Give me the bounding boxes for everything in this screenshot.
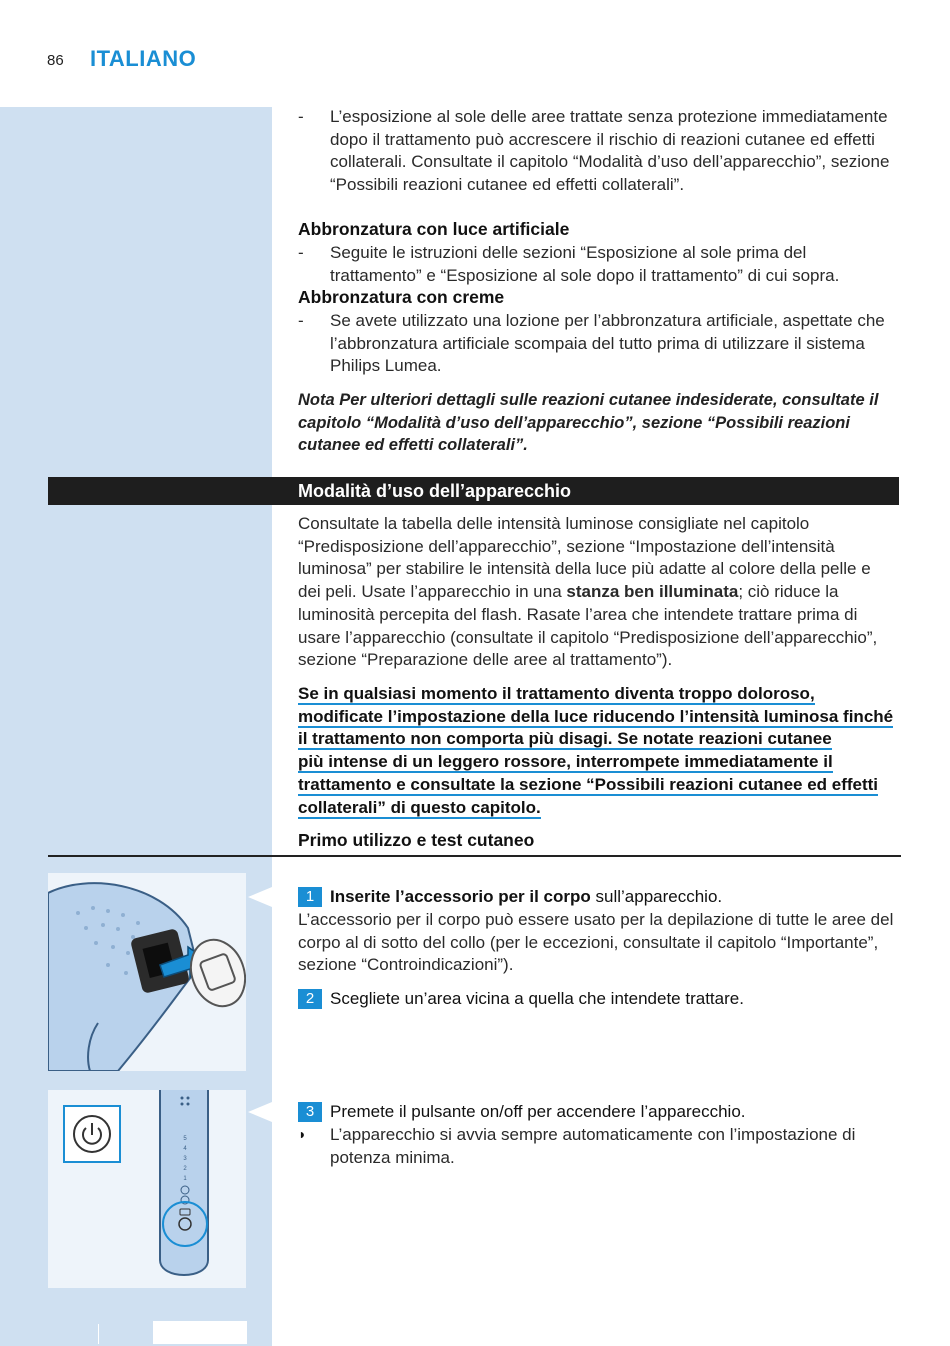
warning-line: il trattamento non comporta più disagi. Se notate reazioni cutanee xyxy=(298,729,832,749)
step-1-body: L’accessorio per il corpo può essere usato per la depilazione di tutte le aree del corpo al di sotto del collo (per le eccezioni, consultate il capitolo “Importante”, sezione “Controindicazioni”). xyxy=(298,910,894,975)
scale-label: 1 xyxy=(183,1176,187,1182)
language-heading: ITALIANO xyxy=(90,46,197,71)
scale-label: 4 xyxy=(183,1146,187,1152)
device-attachment-illustration xyxy=(48,873,246,1071)
warning-line: Se in qualsiasi momento il trattamento diventa troppo doloroso, xyxy=(298,684,815,703)
footer-line xyxy=(98,1324,99,1344)
page-number: 86 xyxy=(47,52,64,69)
section-title-bar xyxy=(48,477,899,505)
step-3-result: L’apparecchio si avvia sempre automaticamente con l’impostazione di potenza minima. xyxy=(330,1125,856,1167)
heading-creams: Abbronzatura con creme xyxy=(298,287,505,307)
step-number-badge: 3 xyxy=(298,1102,322,1122)
illustration-pointer xyxy=(248,887,272,907)
result-arrow-icon: ◗ xyxy=(298,1126,307,1142)
divider-rule xyxy=(48,855,901,857)
step-3 xyxy=(298,1101,908,1124)
bullet-dash: - xyxy=(298,243,304,262)
usage-text-end: ; ciò riduce la luminosità percepita del flash. Rasate l’area che intendete trattare prima di usare l’apparecchio (consultate il capitolo “Predisposizione dell’apparecchio”, sezione “Preparazione delle aree al trattamento”). xyxy=(298,582,878,670)
note-paragraph: Nota Per ulteriori dettagli sulle reazioni cutanee indesiderate, consultate il capitolo “Modalità d’uso dell’apparecchio”, sezione “Possibili reazioni cutanee ed effetti collaterali”. xyxy=(298,391,879,455)
power-button-drawing xyxy=(48,1090,246,1288)
artificial-bullet xyxy=(298,242,898,287)
warning-block xyxy=(298,683,908,819)
step-1-rest: sull’apparecchio. xyxy=(590,887,723,906)
step-2 xyxy=(298,988,908,1011)
subheading-first-use: Primo utilizzo e test cutaneo xyxy=(298,830,535,850)
bullet-dash: - xyxy=(298,311,304,330)
creams-bullet xyxy=(298,310,898,378)
bullet-dash: - xyxy=(298,107,304,126)
warning-line: modificate l’impostazione della luce riducendo l’intensità luminosa finché xyxy=(298,706,894,726)
scale-label: 3 xyxy=(183,1156,187,1162)
footer-box xyxy=(153,1321,247,1344)
creams-bullet-text: Se avete utilizzato una lozione per l’abbronzatura artificiale, aspettate che l’abbronzatura artificiale scompaia del tutto prima di utilizzare il sistema Philips Lumea. xyxy=(330,311,885,376)
intro-bullet xyxy=(298,106,898,197)
step-number-badge: 2 xyxy=(298,989,322,1009)
step-3-text: Premete il pulsante on/off per accendere l’apparecchio. xyxy=(330,1102,746,1121)
scale-label: 5 xyxy=(183,1136,187,1142)
artificial-bullet-text: Seguite le istruzioni delle sezioni “Esposizione al sole prima del trattamento” e “Esposizione al sole dopo il trattamento” di cui sopra. xyxy=(330,243,840,285)
step-number-badge: 1 xyxy=(298,887,322,907)
warning-line: trattamento e consultate la sezione “Possibili reazioni cutanee ed effetti xyxy=(298,774,879,794)
heading-artificial-tanning: Abbronzatura con luce artificiale xyxy=(298,219,570,239)
power-button-illustration xyxy=(48,1090,246,1288)
step-1 xyxy=(298,886,908,909)
section-title: Modalità d’uso dell’apparecchio xyxy=(298,481,572,501)
device-attachment-drawing xyxy=(48,873,246,1071)
scale-label: 2 xyxy=(183,1166,187,1172)
usage-paragraph xyxy=(298,513,898,672)
warning-line: collaterali” di questo capitolo. xyxy=(298,797,541,817)
usage-text-start: Consultate la tabella delle intensità luminose consigliate nel capitolo “Predisposizione dell’apparecchio”, sezione “Impostazione dell’intensità luminosa” per stabilire le intensità della luce più adatte al colore della pelle e dei peli. Usate l’apparecchio in una xyxy=(298,514,871,602)
step-2-text: Scegliete un’area vicina a quella che intendete trattare. xyxy=(330,989,744,1008)
step-1-bold: Inserite l’accessorio per il corpo xyxy=(330,887,591,906)
intro-bullet-text: L’esposizione al sole delle aree trattate senza protezione immediatamente dopo il trattamento può accrescere il rischio di reazioni cutanee ed effetti collaterali. Consultate il capitolo “Modalità d’uso dell’apparecchio”, sezione “Possibili reazioni cutanee ed effetti collaterali”. xyxy=(330,107,890,195)
warning-line: più intense di un leggero rossore, interrompete immediatamente il xyxy=(298,752,833,772)
usage-text-bold: stanza ben illuminata xyxy=(566,582,739,602)
illustration-pointer xyxy=(248,1102,272,1122)
